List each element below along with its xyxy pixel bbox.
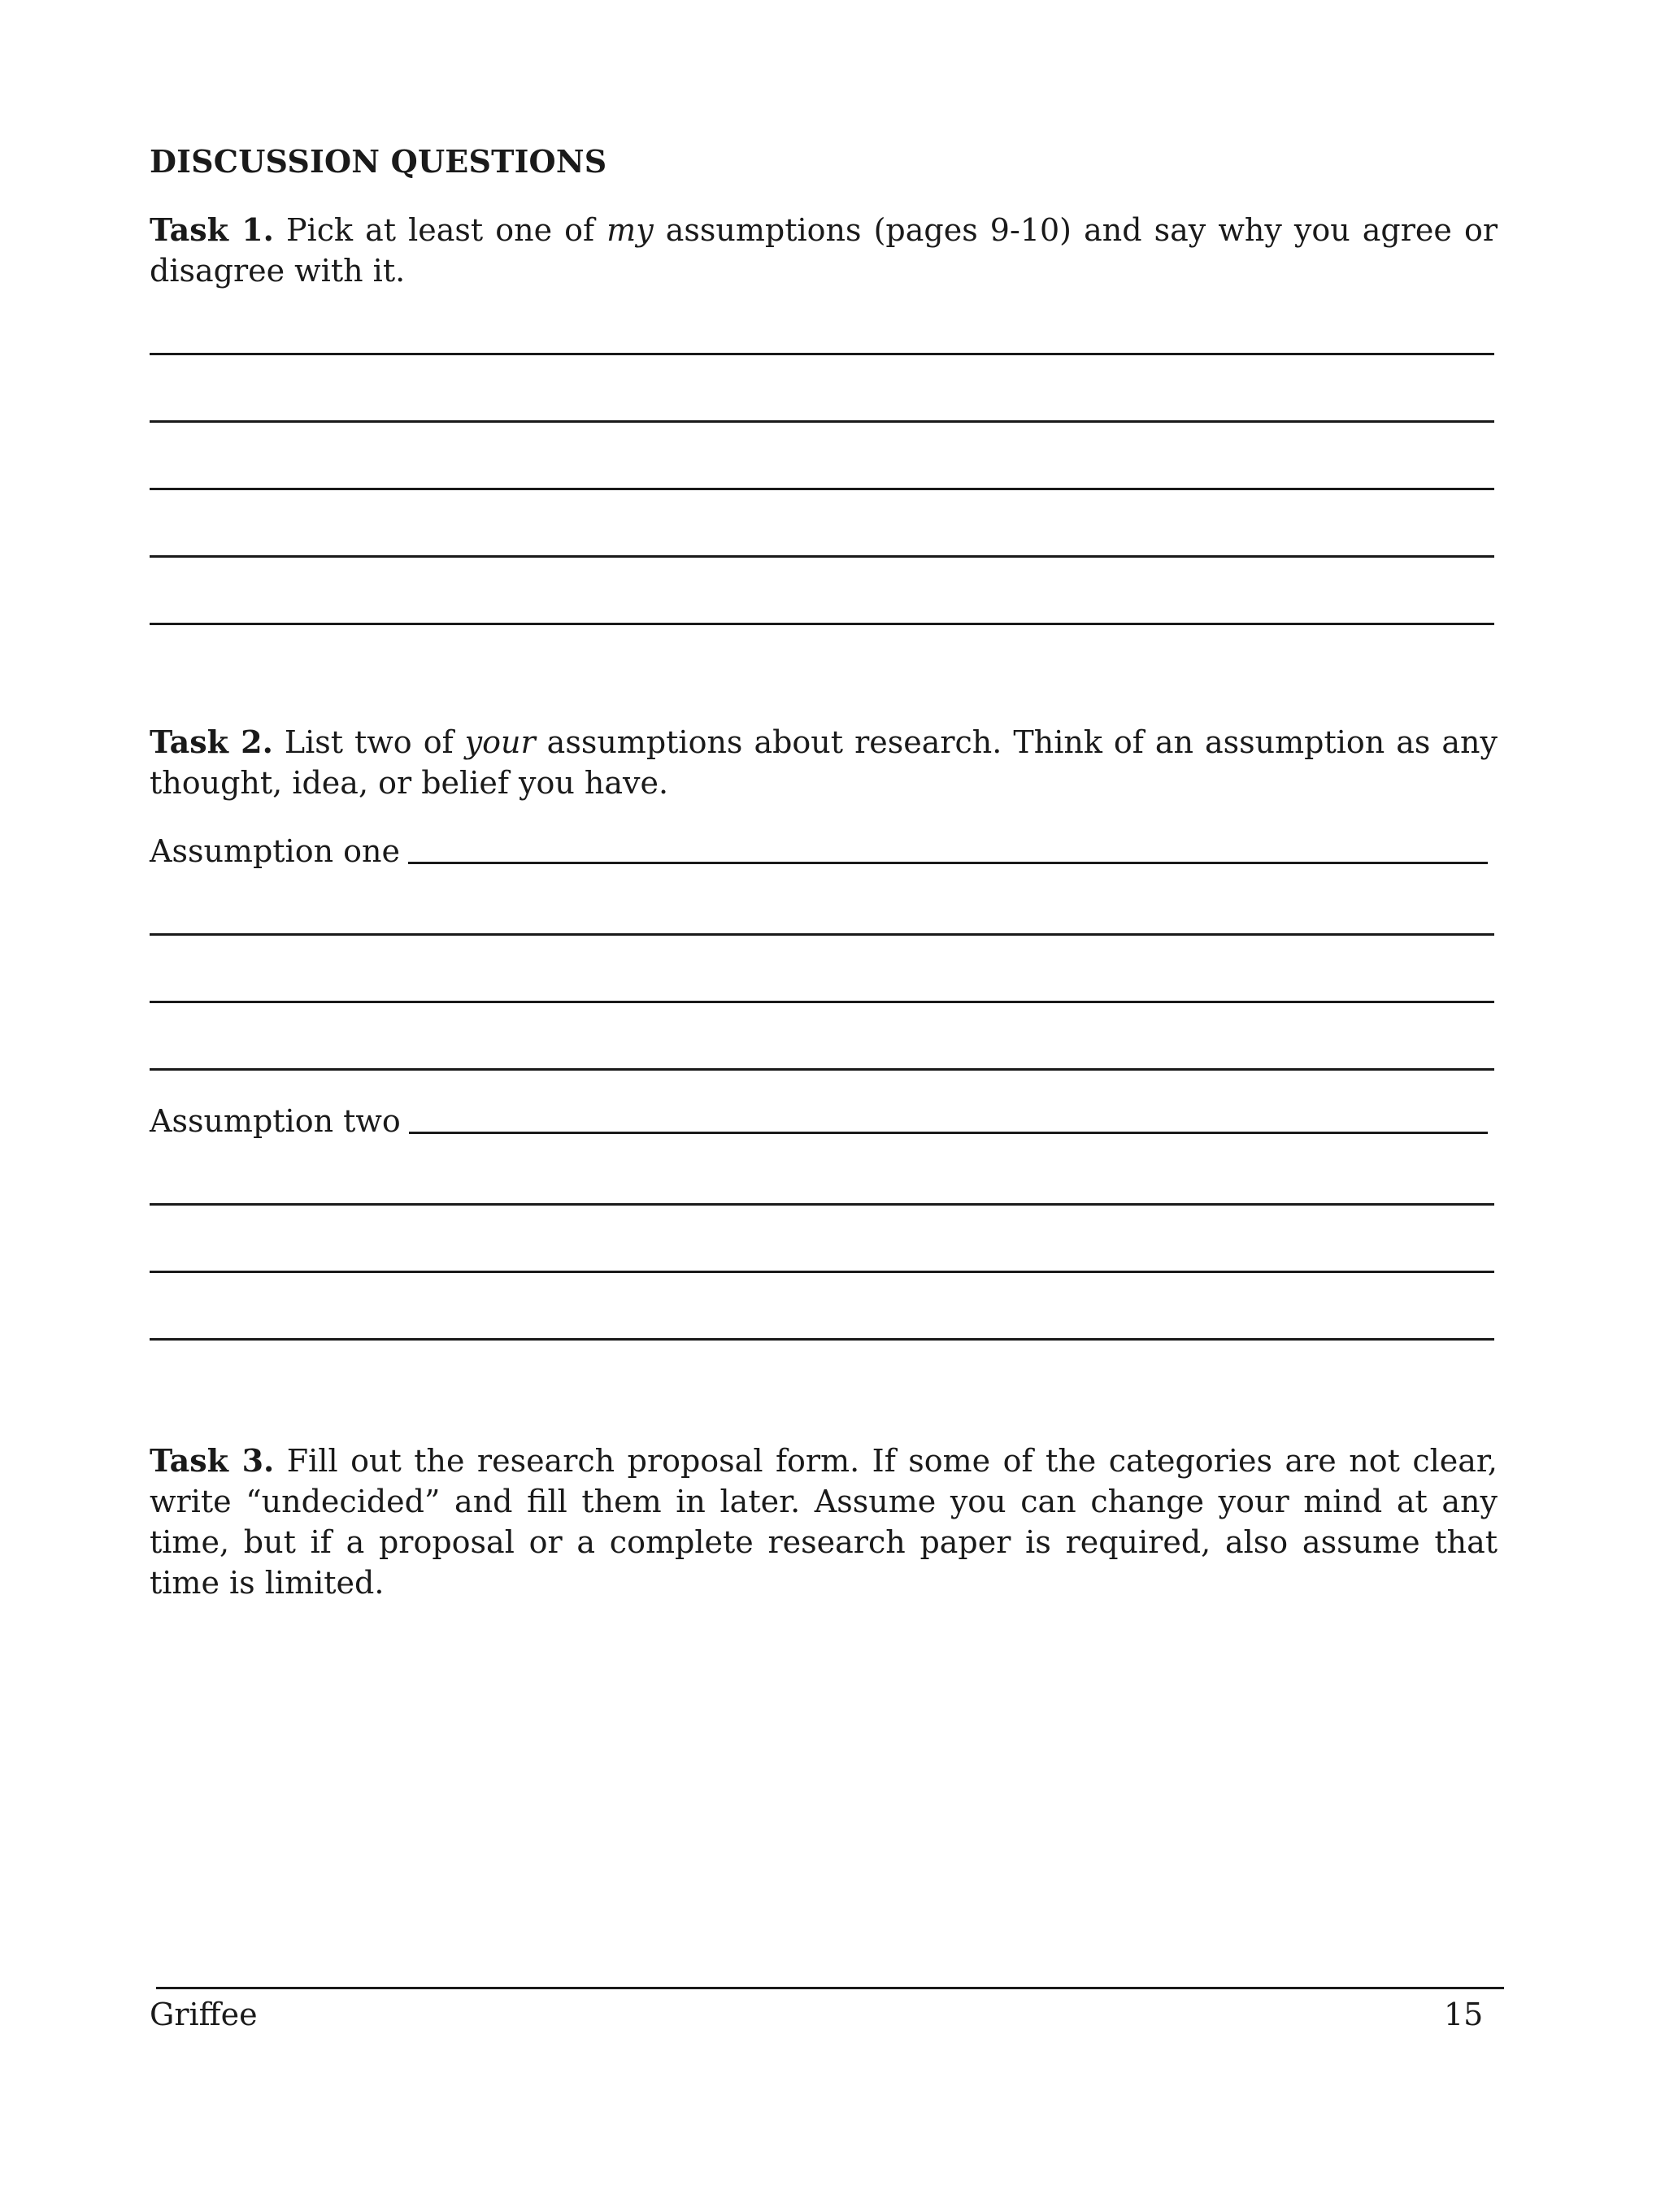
task-1-text-before: Pick at least one of [273, 212, 607, 248]
assumption-one-row [150, 831, 1488, 871]
assumption-two-answer-line[interactable] [150, 1203, 1494, 1206]
assumption-one-label: Assumption one [150, 833, 400, 869]
section-heading: DISCUSSION QUESTIONS [150, 143, 607, 180]
task-3-text: Fill out the research proposal form. If some of the categories are not clear, write “undecided” and fill them in later. Assume you can change your mind at any time, but if a proposal or a complete research paper is required, also assume that time is limited. [150, 1443, 1498, 1601]
assumption-one-answer-line[interactable] [150, 1068, 1494, 1071]
task-1-emphasis: my [606, 212, 654, 248]
task-1-answer-line[interactable] [150, 623, 1494, 625]
footer-author: Griffee [150, 1997, 258, 2032]
task-1-label: Task 1. [150, 211, 274, 248]
task-2-label: Task 2. [150, 724, 273, 760]
task-1-prompt [150, 210, 1498, 291]
assumption-one-answer-line[interactable] [150, 1001, 1494, 1003]
assumption-two-label: Assumption two [150, 1103, 401, 1139]
task-2-text-before: List two of [272, 724, 465, 760]
task-1-answer-line[interactable] [150, 420, 1494, 423]
page-number: 15 [1444, 1997, 1484, 2032]
assumption-one-answer-line[interactable] [150, 933, 1494, 936]
task-1-answer-line[interactable] [150, 555, 1494, 558]
task-1-text-after: assumptions (pages 9-10) and say why you agree or disagree with it. [150, 212, 1498, 289]
assumption-two-row [150, 1101, 1488, 1141]
assumption-two-blank[interactable] [409, 1104, 1488, 1134]
task-2-emphasis: your [464, 724, 536, 760]
assumption-two-answer-line[interactable] [150, 1271, 1494, 1273]
task-1-answer-line[interactable] [150, 353, 1494, 355]
assumption-one-blank[interactable] [408, 834, 1488, 864]
assumption-two-answer-line[interactable] [150, 1338, 1494, 1341]
task-2-text-after: assumptions about research. Think of an assumption as any thought, idea, or belief you have. [150, 724, 1498, 801]
task-3-prompt [150, 1441, 1498, 1603]
task-3-label: Task 3. [150, 1442, 275, 1479]
task-1-answer-line[interactable] [150, 488, 1494, 490]
task-2-prompt [150, 722, 1498, 803]
footer-divider [156, 1987, 1504, 1989]
